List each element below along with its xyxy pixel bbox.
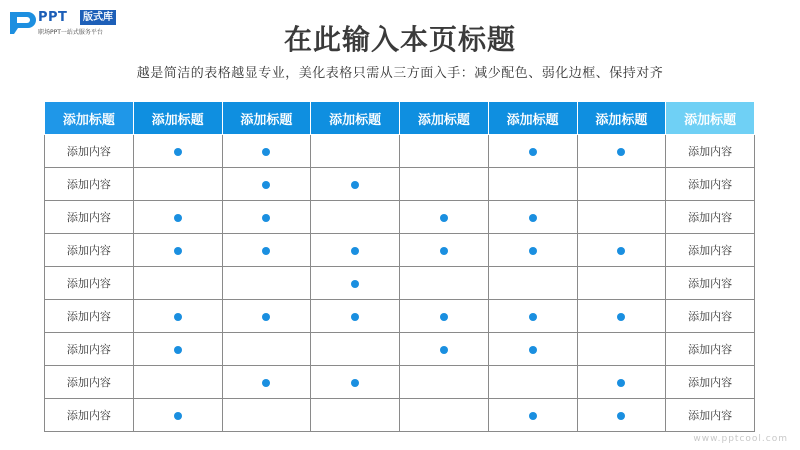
dot-icon: [529, 412, 537, 420]
mark-cell: [577, 201, 666, 234]
dot-icon: [262, 148, 270, 156]
mark-cell: [400, 234, 489, 267]
data-table: [44, 101, 755, 432]
table-row: [45, 201, 755, 234]
mark-cell: [577, 366, 666, 399]
mark-cell: [222, 201, 311, 234]
table-row: [45, 366, 755, 399]
table-row: [45, 135, 755, 168]
mark-cell: [133, 267, 222, 300]
dot-icon: [351, 181, 359, 189]
column-header: 添加标题: [222, 102, 311, 135]
dot-icon: [529, 247, 537, 255]
dot-icon: [351, 379, 359, 387]
mark-cell: [311, 300, 400, 333]
column-header: 添加标题: [133, 102, 222, 135]
mark-cell: [488, 168, 577, 201]
dot-icon: [174, 412, 182, 420]
row-end-label: 添加内容: [666, 201, 755, 234]
row-end-label: 添加内容: [666, 234, 755, 267]
row-end-label: 添加内容: [666, 399, 755, 432]
dot-icon: [617, 148, 625, 156]
page-subtitle: 越是简洁的表格越显专业，美化表格只需从三方面入手：减少配色、弱化边框、保持对齐: [136, 66, 664, 81]
column-header: 添加标题: [45, 102, 134, 135]
logo-brand: PPT: [38, 10, 68, 25]
dot-icon: [440, 214, 448, 222]
dot-icon: [351, 280, 359, 288]
row-label: 添加内容: [45, 399, 134, 432]
dot-icon: [617, 379, 625, 387]
mark-cell: [577, 168, 666, 201]
mark-cell: [311, 333, 400, 366]
table-row: [45, 234, 755, 267]
row-label: 添加内容: [45, 135, 134, 168]
table-row: [45, 267, 755, 300]
mark-cell: [222, 300, 311, 333]
mark-cell: [133, 399, 222, 432]
column-header: 添加标题: [311, 102, 400, 135]
mark-cell: [400, 201, 489, 234]
page-title: 在此输入本页标题: [283, 23, 516, 56]
dot-icon: [351, 313, 359, 321]
dot-icon: [174, 346, 182, 354]
table-row: [45, 300, 755, 333]
mark-cell: [222, 135, 311, 168]
mark-cell: [400, 168, 489, 201]
mark-cell: [222, 333, 311, 366]
dot-icon: [440, 346, 448, 354]
mark-cell: [222, 366, 311, 399]
mark-cell: [133, 300, 222, 333]
table-row: [45, 399, 755, 432]
mark-cell: [400, 267, 489, 300]
mark-cell: [133, 333, 222, 366]
column-header: 添加标题: [577, 102, 666, 135]
table-body: [45, 135, 755, 432]
table-header-row: [45, 102, 755, 135]
dot-icon: [617, 247, 625, 255]
row-label: 添加内容: [45, 234, 134, 267]
dot-icon: [351, 247, 359, 255]
mark-cell: [488, 366, 577, 399]
mark-cell: [222, 267, 311, 300]
row-label: 添加内容: [45, 267, 134, 300]
mark-cell: [311, 168, 400, 201]
dot-icon: [262, 313, 270, 321]
mark-cell: [488, 234, 577, 267]
mark-cell: [577, 135, 666, 168]
table-row: [45, 333, 755, 366]
row-end-label: 添加内容: [666, 168, 755, 201]
dot-icon: [440, 313, 448, 321]
mark-cell: [133, 135, 222, 168]
row-label: 添加内容: [45, 366, 134, 399]
mark-cell: [488, 333, 577, 366]
dot-icon: [174, 247, 182, 255]
row-label: 添加内容: [45, 168, 134, 201]
dot-icon: [262, 214, 270, 222]
dot-icon: [529, 148, 537, 156]
row-label: 添加内容: [45, 201, 134, 234]
mark-cell: [133, 168, 222, 201]
row-end-label: 添加内容: [666, 135, 755, 168]
row-end-label: 添加内容: [666, 300, 755, 333]
watermark: www.pptcool.com: [693, 434, 788, 444]
mark-cell: [222, 234, 311, 267]
logo-badge: 版式库: [80, 10, 116, 25]
mark-cell: [222, 168, 311, 201]
mark-cell: [400, 399, 489, 432]
mark-cell: [488, 399, 577, 432]
mark-cell: [400, 333, 489, 366]
dot-icon: [174, 148, 182, 156]
row-label: 添加内容: [45, 300, 134, 333]
mark-cell: [311, 135, 400, 168]
mark-cell: [577, 300, 666, 333]
mark-cell: [488, 300, 577, 333]
mark-cell: [488, 201, 577, 234]
dot-icon: [262, 247, 270, 255]
mark-cell: [577, 333, 666, 366]
dot-icon: [440, 247, 448, 255]
mark-cell: [577, 234, 666, 267]
mark-cell: [488, 135, 577, 168]
dot-icon: [262, 181, 270, 189]
dot-icon: [174, 214, 182, 222]
dot-icon: [529, 346, 537, 354]
column-header: 添加标题: [666, 102, 755, 135]
row-end-label: 添加内容: [666, 333, 755, 366]
dot-icon: [617, 412, 625, 420]
mark-cell: [311, 234, 400, 267]
row-end-label: 添加内容: [666, 366, 755, 399]
dot-icon: [262, 379, 270, 387]
mark-cell: [311, 366, 400, 399]
mark-cell: [311, 399, 400, 432]
dot-icon: [174, 313, 182, 321]
mark-cell: [488, 267, 577, 300]
table-row: [45, 168, 755, 201]
mark-cell: [133, 201, 222, 234]
row-label: 添加内容: [45, 333, 134, 366]
dot-icon: [529, 313, 537, 321]
mark-cell: [400, 366, 489, 399]
mark-cell: [400, 300, 489, 333]
mark-cell: [400, 135, 489, 168]
row-end-label: 添加内容: [666, 267, 755, 300]
dot-icon: [529, 214, 537, 222]
mark-cell: [311, 201, 400, 234]
mark-cell: [133, 366, 222, 399]
mark-cell: [222, 399, 311, 432]
dot-icon: [617, 313, 625, 321]
mark-cell: [577, 399, 666, 432]
column-header: 添加标题: [488, 102, 577, 135]
logo-tagline: 职场PPT一站式服务平台: [38, 29, 103, 36]
column-header: 添加标题: [400, 102, 489, 135]
mark-cell: [133, 234, 222, 267]
mark-cell: [311, 267, 400, 300]
mark-cell: [577, 267, 666, 300]
